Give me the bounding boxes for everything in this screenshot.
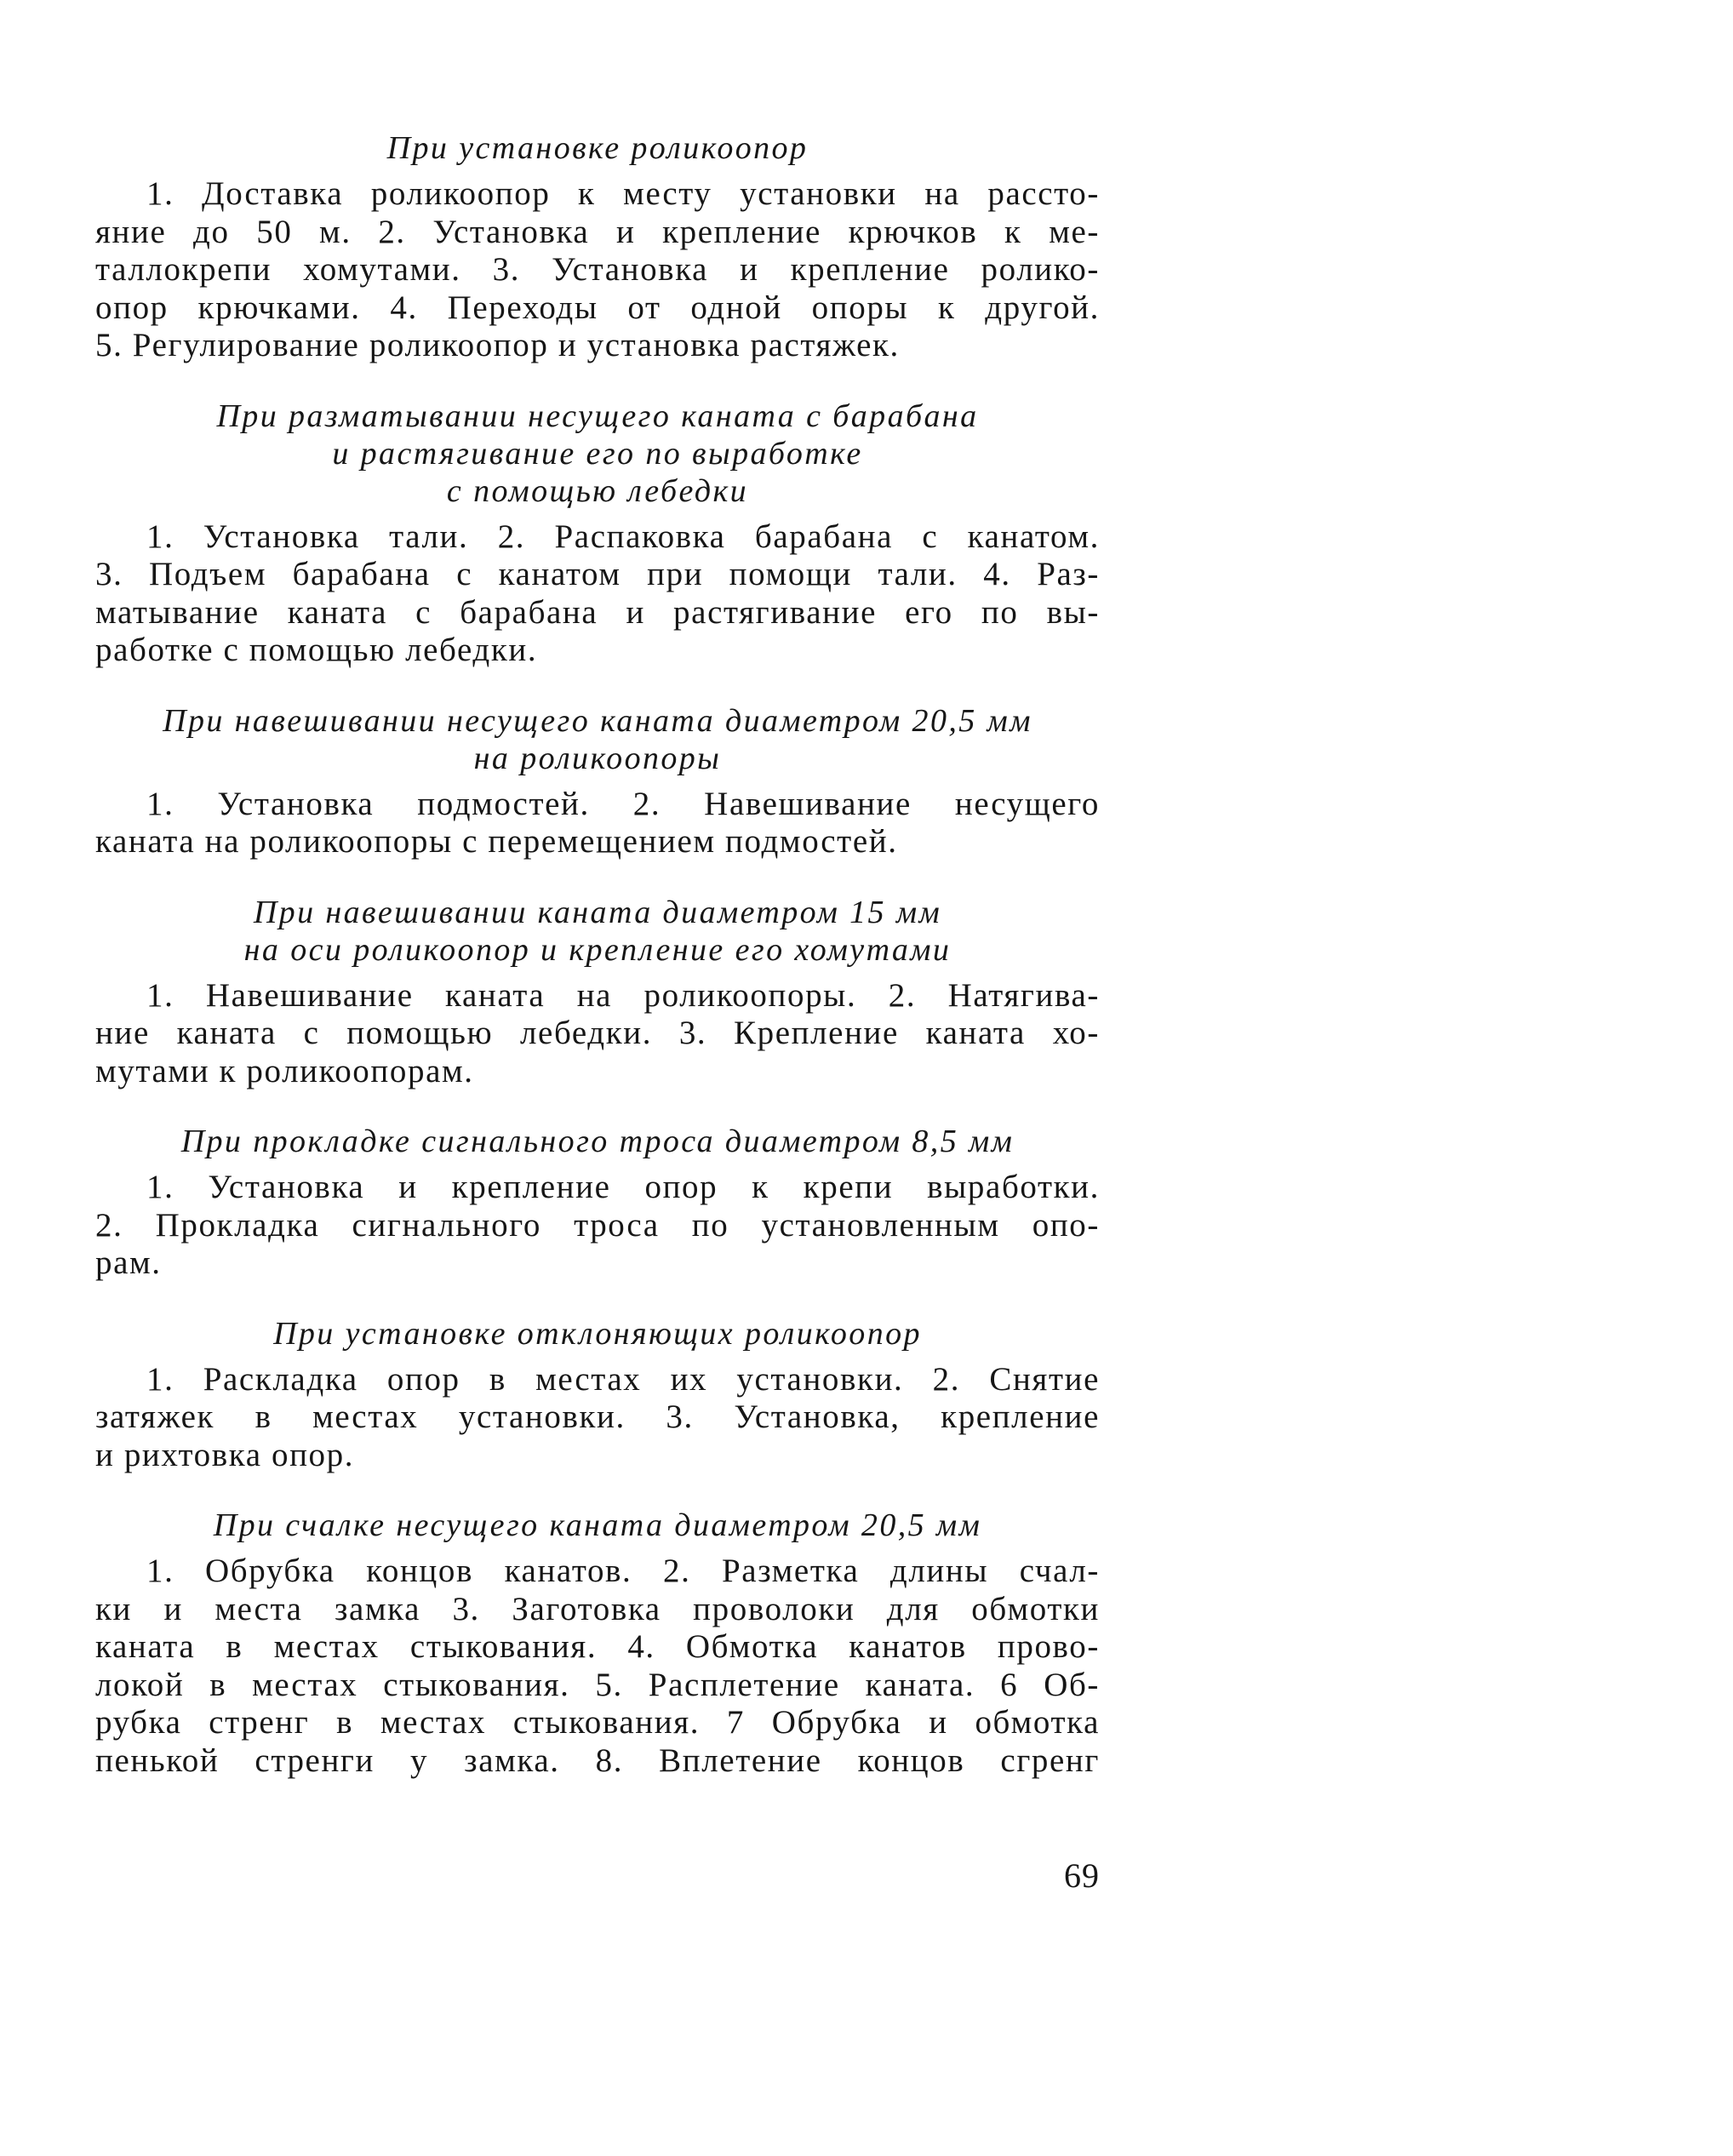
section-paragraph: [95, 1361, 1100, 1475]
section-paragraph: [95, 518, 1100, 670]
section-signal-cable: [95, 1123, 1100, 1283]
section-rope-hanging-20-5: [95, 702, 1100, 861]
paragraph-line: ние каната с помощью лебедки. 3. Крепление каната хо-: [95, 1015, 1100, 1051]
paragraph-line: 1. Раскладка опор в местах их установки. 2. Снятие: [146, 1360, 1100, 1398]
paragraph-line: 2. Прокладка сигнального троса по установленным опо-: [95, 1206, 1100, 1244]
paragraph-line: затяжек в местах установки. 3. Установка, крепление: [95, 1398, 1100, 1435]
paragraph-line: 1. Установка подмостей. 2. Навешивание несущего: [146, 785, 1100, 822]
section-deflecting-rollers: [95, 1315, 1100, 1475]
heading-line: При установке роликоопор: [386, 130, 809, 166]
section-heading: [95, 1507, 1100, 1544]
paragraph-line: матывание каната с барабана и растягивание его по вы-: [95, 593, 1100, 631]
section-paragraph: [95, 175, 1100, 365]
paragraph-line: 5. Регулирование роликоопор и установка растяжек.: [95, 327, 900, 363]
section-paragraph: [95, 977, 1100, 1091]
section-paragraph: [95, 1169, 1100, 1283]
section-rope-splicing: [95, 1507, 1100, 1780]
paragraph-line: рубка стренг в местах стыкования. 7 Обрубка и обмотка: [95, 1704, 1100, 1741]
paragraph-line: мутами к роликоопорам.: [95, 1052, 474, 1089]
heading-line: При разматывании несущего каната с барабана: [216, 397, 979, 434]
section-heading: [95, 397, 1100, 510]
paragraph-line: каната в местах стыкования. 4. Обмотка канатов прово-: [95, 1628, 1100, 1665]
section-paragraph: [95, 1553, 1100, 1780]
section-rope-hanging-15: [95, 894, 1100, 1091]
paragraph-line: опор крючками. 4. Переходы от одной опоры к другой.: [95, 289, 1100, 326]
section-rope-unwinding: [95, 397, 1100, 670]
paragraph-line: каната на роликоопоры с перемещением подмостей.: [95, 823, 898, 860]
paragraph-line: 1. Установка тали. 2. Распаковка барабана с канатом.: [146, 518, 1100, 555]
heading-line: на оси роликоопор и крепление его хомутами: [243, 931, 952, 968]
paragraph-line: работке с помощью лебедки.: [95, 632, 538, 668]
section-heading: [95, 1315, 1100, 1353]
section-heading: [95, 1123, 1100, 1160]
paragraph-line: ки и места замка 3. Заготовка проволоки для обмотки: [95, 1590, 1100, 1627]
paragraph-line: пенькой стренги у замка. 8. Вплетение концов сгренг: [95, 1741, 1100, 1779]
paragraph-line: 1. Обрубка концов канатов. 2. Разметка длины счал-: [146, 1553, 1100, 1589]
paragraph-line: локой в местах стыкования. 5. Расплетение каната. 6 Об-: [95, 1666, 1100, 1703]
heading-line: и растягивание его по выработке: [332, 435, 863, 472]
paragraph-line: 1. Навешивание каната на роликоопоры. 2. Натягива-: [146, 976, 1100, 1014]
paragraph-line: и рихтовка опор.: [95, 1436, 355, 1473]
paragraph-line: таллокрепи хомутами. 3. Установка и крепление ролико-: [95, 251, 1100, 288]
heading-line: с помощью лебедки: [446, 472, 749, 509]
section-roller-installation: [95, 129, 1100, 365]
page-number: 69: [1064, 1856, 1100, 1895]
heading-line: При счалке несущего каната диаметром 20,5 мм: [213, 1507, 982, 1543]
heading-line: на роликоопоры: [473, 740, 722, 776]
section-heading: [95, 894, 1100, 969]
paragraph-line: 1. Доставка роликоопор к месту установки на рассто-: [146, 175, 1100, 212]
section-heading: [95, 702, 1100, 777]
section-paragraph: [95, 786, 1100, 861]
paragraph-line: 3. Подъем барабана с канатом при помощи тали. 4. Раз-: [95, 556, 1100, 592]
paragraph-line: 1. Установка и крепление опор к крепи выработки.: [146, 1169, 1100, 1205]
heading-line: При установке отклоняющих роликоопор: [273, 1315, 922, 1352]
heading-line: При прокладке сигнального троса диаметром 8,5 мм: [180, 1124, 1015, 1159]
heading-line: При навешивании несущего каната диаметром 20,5 мм: [163, 702, 1032, 739]
heading-line: При навешивании каната диаметром 15 мм: [253, 894, 942, 930]
page-body: [95, 129, 1100, 1812]
paragraph-line: рам.: [95, 1244, 162, 1281]
paragraph-line: яние до 50 м. 2. Установка и крепление крючков к ме-: [95, 213, 1100, 250]
section-heading: [95, 129, 1100, 167]
